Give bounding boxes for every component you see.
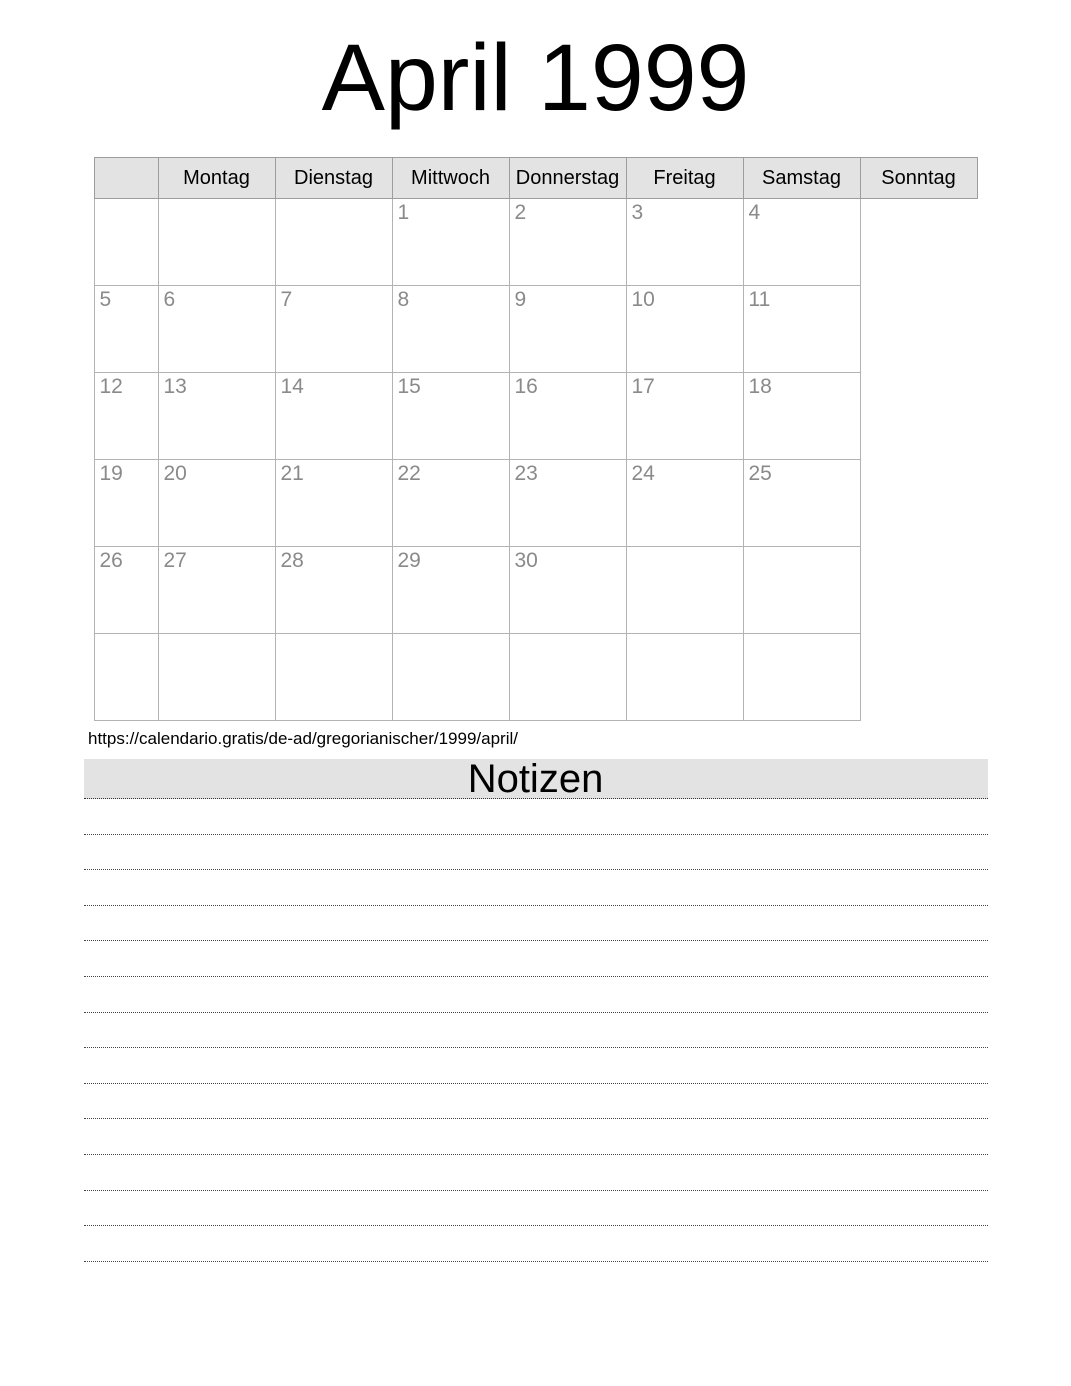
note-line [84,1191,988,1227]
calendar-day-cell: 24 [626,460,743,547]
note-line [84,1119,988,1155]
weekday-header-sonntag: Sonntag [860,158,977,199]
calendar-empty-cell [94,634,158,721]
calendar-day-cell: 10 [626,286,743,373]
note-line [84,1013,988,1049]
calendar-day-cell: 2 [509,199,626,286]
calendar-empty-cell [158,634,275,721]
weekday-header-mittwoch: Mittwoch [392,158,509,199]
note-line [84,1048,988,1084]
notes-title: Notizen [467,756,604,801]
calendar-gutter-column [94,158,158,199]
calendar-empty-cell [626,547,743,634]
note-line [84,799,988,835]
note-line [84,1084,988,1120]
weekday-header-row [94,158,977,199]
note-line [84,941,988,977]
calendar-table [94,157,978,721]
weekday-header-dienstag: Dienstag [275,158,392,199]
notes-section [84,756,988,1262]
calendar-empty-cell [392,634,509,721]
calendar-day-cell: 5 [94,286,158,373]
calendar-day-cell: 23 [509,460,626,547]
note-line [84,870,988,906]
calendar-day-cell: 9 [509,286,626,373]
notes-header [84,756,988,801]
calendar-day-cell: 25 [743,460,860,547]
calendar-week-row [94,199,977,286]
calendar-empty-cell [626,634,743,721]
page-title: April 1999 [321,25,750,131]
calendar-empty-cell [743,547,860,634]
calendar-day-cell: 8 [392,286,509,373]
calendar-empty-cell [275,199,392,286]
calendar-day-cell: 28 [275,547,392,634]
calendar-day-cell: 20 [158,460,275,547]
weekday-header-samstag: Samstag [743,158,860,199]
weekday-header-freitag: Freitag [626,158,743,199]
calendar-empty-cell [94,199,158,286]
calendar-day-cell: 13 [158,373,275,460]
calendar-day-cell: 18 [743,373,860,460]
calendar-week-row [94,547,977,634]
weekday-header-donnerstag: Donnerstag [509,158,626,199]
calendar-day-cell: 21 [275,460,392,547]
calendar-day-cell: 11 [743,286,860,373]
calendar-day-cell: 30 [509,547,626,634]
calendar-day-cell: 14 [275,373,392,460]
note-line [84,1226,988,1262]
calendar-day-cell: 12 [94,373,158,460]
calendar-day-cell: 7 [275,286,392,373]
calendar-day-cell: 29 [392,547,509,634]
calendar-day-cell: 22 [392,460,509,547]
note-line [84,906,988,942]
calendar-week-row [94,373,977,460]
calendar-day-cell: 15 [392,373,509,460]
calendar-day-cell: 26 [94,547,158,634]
calendar-day-cell: 27 [158,547,275,634]
calendar-day-cell: 4 [743,199,860,286]
calendar-day-cell: 1 [392,199,509,286]
calendar-day-cell: 16 [509,373,626,460]
source-url: https://calendario.gratis/de-ad/gregorianischer/1999/april/ [88,729,518,748]
calendar-empty-cell [275,634,392,721]
calendar-empty-cell [509,634,626,721]
weekday-header-montag: Montag [158,158,275,199]
note-line [84,835,988,871]
note-line [84,977,988,1013]
calendar-empty-cell [743,634,860,721]
calendar-week-row [94,286,977,373]
calendar-week-row [94,460,977,547]
calendar-day-cell: 3 [626,199,743,286]
calendar-week-row [94,634,977,721]
note-line [84,1155,988,1191]
calendar-day-cell: 17 [626,373,743,460]
calendar-empty-cell [158,199,275,286]
calendar-day-cell: 19 [94,460,158,547]
notes-lines [84,799,988,1262]
calendar-day-cell: 6 [158,286,275,373]
